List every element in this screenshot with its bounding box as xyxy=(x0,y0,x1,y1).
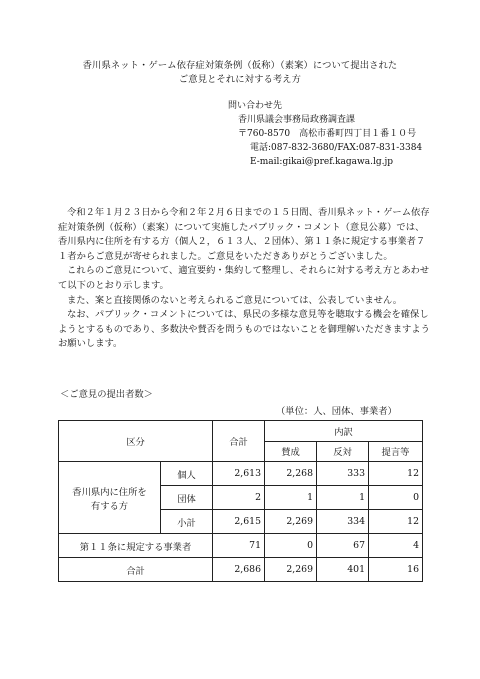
table-row xyxy=(59,462,423,486)
cell-total: 2,686 xyxy=(213,558,265,582)
contact-organization: 香川県議会事務局政務調査課 xyxy=(238,115,356,125)
cell-agree: 2,269 xyxy=(265,510,317,534)
cell-agree: 2,269 xyxy=(265,558,317,582)
header-breakdown: 内訳 xyxy=(265,421,423,442)
contact-email: E-mail:gikai@pref.kagawa.lg.jp xyxy=(250,157,393,167)
document-title-line2: ご意見とそれに対する考え方 xyxy=(178,74,302,85)
contact-phone: 電話:087-832-3680/FAX:087-831-3384 xyxy=(250,143,423,153)
header-total: 合計 xyxy=(213,421,265,462)
table-row xyxy=(59,534,423,558)
body-paragraph-2: これらのご意見について、適宜要約・集約して整理し、それらに対する考え方とあわせて以下のとおり示します。 xyxy=(58,265,430,291)
cell-agree: 1 xyxy=(265,486,317,510)
header-category: 区分 xyxy=(59,421,213,462)
cell-total: 71 xyxy=(213,534,265,558)
cell-oppose: 401 xyxy=(317,558,369,582)
row-label: 第１１条に規定する事業者 xyxy=(59,534,213,558)
cell-total: 2,613 xyxy=(213,462,265,486)
header-agree: 賛成 xyxy=(265,441,317,462)
body-paragraph-1: 令和２年１月２３日から令和２年２月６日までの１５日間、香川県ネット・ゲーム依存症対策条例（仮称）（素案）について実施したパブリック・コメント（意見公募）では、香川県内に住所を有する方（個人２，６１３人、２団体）、第１１条に規定する事業者７１者からご意見が寄せられました。ご意見をいただきありがとうございました。 xyxy=(58,207,430,262)
group-label: 香川県内に住所を有する方 xyxy=(59,462,161,534)
contact-heading: 問い合わせ先 xyxy=(228,101,283,111)
cell-total: 2,615 xyxy=(213,510,265,534)
cell-suggest: 16 xyxy=(369,558,423,582)
contact-address: 〒760-8570 高松市番町四丁目１番１０号 xyxy=(238,129,417,139)
body-text xyxy=(58,206,430,352)
cell-oppose: 334 xyxy=(317,510,369,534)
cell-oppose: 333 xyxy=(317,462,369,486)
table-unit-note: （単位：人、団体、事業者） xyxy=(276,406,397,417)
submitters-table xyxy=(58,420,423,582)
cell-agree: 2,268 xyxy=(265,462,317,486)
cell-oppose: 1 xyxy=(317,486,369,510)
cell-suggest: 12 xyxy=(369,510,423,534)
cell-agree: 0 xyxy=(265,534,317,558)
header-oppose: 反対 xyxy=(317,441,369,462)
cell-total: 2 xyxy=(213,486,265,510)
row-label: 個人 xyxy=(161,462,213,486)
row-label: 合計 xyxy=(59,558,213,582)
header-suggest: 提言等 xyxy=(369,441,423,462)
row-label: 団体 xyxy=(161,486,213,510)
document-title-line1: 香川県ネット・ゲーム依存症対策条例（仮称）（素案）について提出された xyxy=(82,60,398,71)
body-paragraph-3: また、案と直接関係のないと考えられるご意見については、公表していません。 xyxy=(67,294,403,306)
body-paragraph-4: なお、パブリック・コメントについては、県民の多様な意見等を聴取する機会を確保しようとするものであり、多数決や賛否を問うものではないことを御理解いただきますようお願いします。 xyxy=(58,309,430,350)
cell-suggest: 0 xyxy=(369,486,423,510)
cell-suggest: 12 xyxy=(369,462,423,486)
table-caption: ＜ご意見の提出者数＞ xyxy=(60,389,153,400)
row-label: 小計 xyxy=(161,510,213,534)
cell-oppose: 67 xyxy=(317,534,369,558)
table-header-row xyxy=(59,421,423,442)
table-row xyxy=(59,558,423,582)
cell-suggest: 4 xyxy=(369,534,423,558)
